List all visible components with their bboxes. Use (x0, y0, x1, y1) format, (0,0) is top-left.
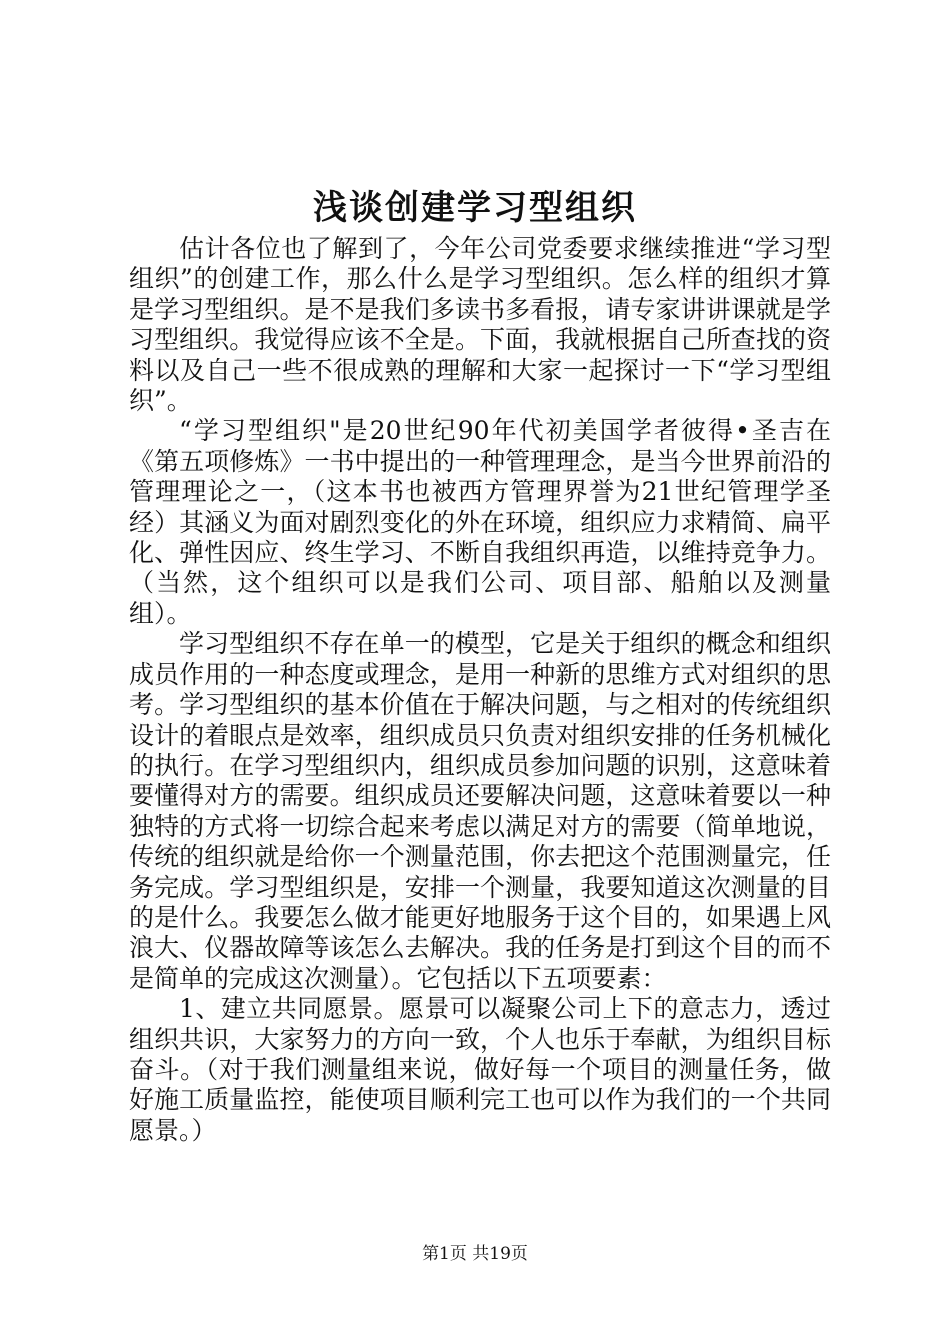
paragraph-shared-vision: 1、建立共同愿景。愿景可以凝聚公司上下的意志力，透过组织共识，大家努力的方向一致，个人也乐于奉献，为组织目标奋斗。（对于我们测量组来说，做好每一个项目的测量任务，做好施工质量监控，能使项目顺利完工也可以作为我们的一个共同愿景。） (129, 994, 831, 1145)
paragraph-intro: 估计各位也了解到了，今年公司党委要求继续推进“学习型组织”的创建工作，那么什么是学习型组织。怎么样的组织才算是学习型组织。是不是我们多读书多看报，请专家讲讲课就是学习型组织。我觉得应该不全是。下面，我就根据自己所查找的资料以及自己一些不很成熟的理解和大家一起探讨一下“学习型组织”。 (129, 234, 831, 416)
document-body (129, 234, 831, 1146)
document-title: 浅谈创建学习型组织 (313, 188, 637, 228)
paragraph-definition: “学习型组织"是20世纪90年代初美国学者彼得•圣吉在《第五项修炼》一书中提出的一种管理理念，是当今世界前沿的管理理论之一，（这本书也被西方管理界誉为21世纪管理学圣经）其涵义为面对剧烈变化的外在环境，组织应力求精简、扁平化、弹性因应、终生学习、不断自我组织再造，以维持竞争力。（当然，这个组织可以是我们公司、项目部、船舶以及测量组）。 (129, 416, 831, 628)
page-footer: 第1页 共19页 (422, 1244, 528, 1264)
paragraph-concept: 学习型组织不存在单一的模型，它是关于组织的概念和组织成员作用的一种态度或理念，是用一种新的思维方式对组织的思考。学习型组织的基本价值在于解决问题，与之相对的传统组织设计的着眼点是效率，组织成员只负责对组织安排的任务机械化的执行。在学习型组织内，组织成员参加问题的识别，这意味着要懂得对方的需要。组织成员还要解决问题，这意味着要以一种独特的方式将一切综合起来考虑以满足对方的需要（简单地说，传统的组织就是给你一个测量范围，你去把这个范围测量完，任务完成。学习型组织是，安排一个测量，我要知道这次测量的目的是什么。我要怎么做才能更好地服务于这个目的，如果遇上风浪大、仪器故障等该怎么去解决。我的任务是打到这个目的而不是简单的完成这次测量）。它包括以下五项要素： (129, 629, 831, 993)
